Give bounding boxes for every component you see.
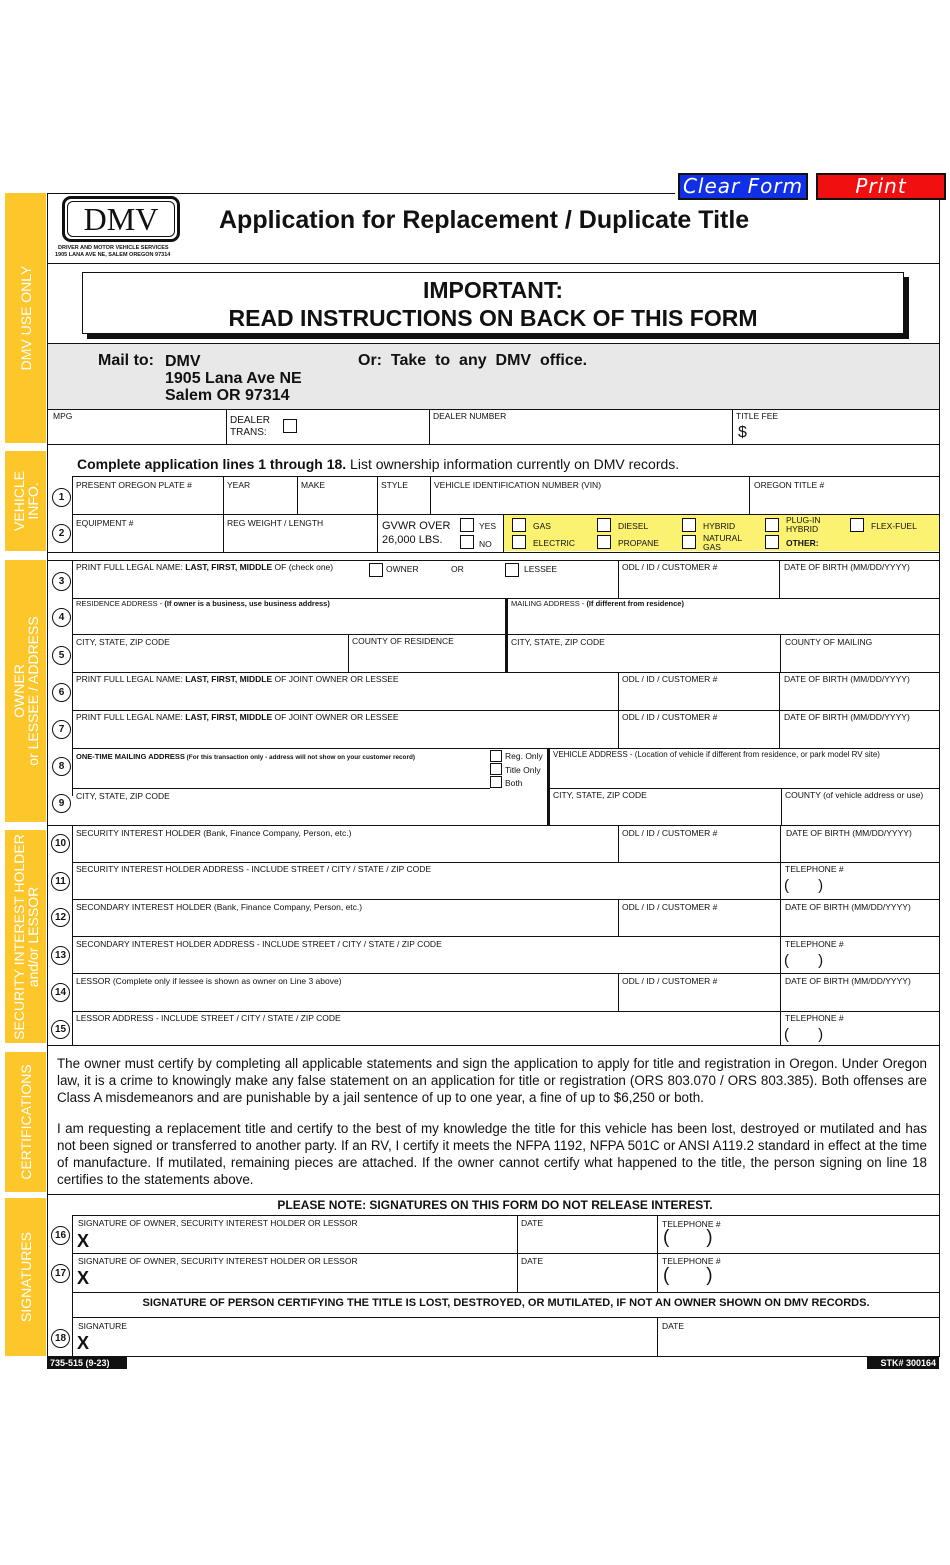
print-button[interactable]: Print: [816, 173, 946, 200]
dmv-logo: DMV: [62, 196, 180, 242]
clear-form-button[interactable]: Clear Form: [678, 173, 808, 200]
telephone-label-line16: TELEPHONE #: [662, 1219, 721, 1229]
telephone-label-line11: TELEPHONE #: [785, 864, 844, 874]
diesel-checkbox[interactable]: [597, 518, 611, 532]
telephone-parens-line15: ( ): [784, 1026, 824, 1043]
dob-label-line12: DATE OF BIRTH (MM/DD/YYYY): [785, 902, 911, 912]
certification-statement-2: I am requesting a replacement title and certify to the best of my knowledge the title for this vehicle has been lost, destroyed or mutilated and has not been signed or transferred to another party. If an RV, I certify it meets the NFPA 1192, NFPA 501C or ANSI A119.2 standard in effect at the time of manufacture. If mutilated, remaining pieces are attached. If the owner cannot certify what happened to the title, the person signing on line 18 certifies to the statements above.: [57, 1121, 927, 1187]
important-box: IMPORTANT: READ INSTRUCTIONS ON BACK OF THIS FORM: [82, 272, 904, 334]
or-label: OR: [451, 564, 464, 574]
csz-label-line5: CITY, STATE, ZIP CODE: [76, 637, 170, 647]
title-fee-label: TITLE FEE: [736, 411, 779, 421]
equipment-label: EQUIPMENT #: [76, 518, 134, 528]
dealer-trans-label: DEALER TRANS:: [230, 415, 271, 438]
both-label: Both: [505, 778, 523, 788]
gvwr-label: GVWR OVER 26,000 LBS.: [382, 520, 451, 546]
gvwr-no-checkbox[interactable]: [460, 535, 474, 549]
propane-label: PROPANE: [618, 538, 659, 548]
hybrid-checkbox[interactable]: [682, 518, 696, 532]
signature-note: PLEASE NOTE: SIGNATURES ON THIS FORM DO NOT RELEASE INTEREST.: [277, 1198, 713, 1212]
line-number-13: 13: [51, 946, 70, 965]
signature-label-line16: SIGNATURE OF OWNER, SECURITY INTEREST HOLDER OR LESSOR: [78, 1218, 358, 1228]
mail-address: DMV 1905 Lana Ave NE Salem OR 97314: [165, 353, 302, 404]
name-label-line7: PRINT FULL LEGAL NAME: LAST, FIRST, MIDDLE OF JOINT OWNER OR LESSEE: [76, 712, 399, 722]
reg-only-checkbox[interactable]: [490, 750, 502, 762]
county-residence-label: COUNTY OF RESIDENCE: [352, 636, 454, 646]
hybrid-label: HYBRID: [703, 521, 736, 531]
logo-address: 1905 LANA AVE NE, SALEM OREGON 97314: [55, 252, 171, 258]
certifier-signature-note: SIGNATURE OF PERSON CERTIFYING THE TITLE IS LOST, DESTROYED, OR MUTILATED, IF NOT AN OWNER SHOWN ON DMV RECORDS.: [142, 1297, 870, 1309]
signature-label-line18: SIGNATURE: [78, 1321, 127, 1331]
line-number-12: 12: [51, 908, 70, 927]
line-number-14: 14: [51, 983, 70, 1002]
dealer-number-label: DEALER NUMBER: [433, 411, 507, 421]
make-label: MAKE: [301, 480, 326, 490]
county-vehicle-label: COUNTY (of vehicle address or use): [785, 790, 924, 800]
plugin-hybrid-checkbox[interactable]: [765, 518, 779, 532]
dob-label-line14: DATE OF BIRTH (MM/DD/YYYY): [785, 976, 911, 986]
tab-certifications: CERTIFICATIONS: [5, 1052, 46, 1192]
line-number-4: 4: [52, 608, 71, 627]
line-number-2: 2: [52, 524, 71, 543]
plugin-hybrid-label: PLUG-IN HYBRID: [786, 515, 821, 534]
mpg-label: MPG: [53, 411, 73, 421]
odl-label-line14: ODL / ID / CUSTOMER #: [622, 976, 718, 986]
csz-label-line5-mailing: CITY, STATE, ZIP CODE: [511, 637, 605, 647]
tab-vehicle-info: VEHICLE INFO.: [5, 451, 46, 551]
take-to-dmv-text: Or: Take to any DMV office.: [358, 352, 588, 369]
propane-checkbox[interactable]: [597, 535, 611, 549]
year-label: YEAR: [227, 480, 251, 490]
electric-checkbox[interactable]: [512, 535, 526, 549]
odl-label-line3: ODL / ID / CUSTOMER #: [622, 562, 718, 572]
line-number-8: 8: [52, 757, 71, 776]
date-label-line17: DATE: [521, 1256, 544, 1266]
gvwr-no-label: NO: [479, 539, 492, 549]
reg-only-label: Reg. Only: [505, 751, 543, 761]
owner-label: OWNER: [386, 564, 419, 574]
line-number-17: 17: [51, 1264, 70, 1283]
line-number-3: 3: [52, 572, 71, 591]
form-number: 735-515 (9-23): [47, 1357, 127, 1369]
telephone-label-line13: TELEPHONE #: [785, 939, 844, 949]
lessor-address-label: LESSOR ADDRESS - INCLUDE STREET / CITY / STATE / ZIP CODE: [76, 1013, 341, 1023]
title-only-checkbox[interactable]: [490, 763, 502, 775]
gas-label: GAS: [533, 521, 551, 531]
csz-label-line9-vehicle: CITY, STATE, ZIP CODE: [553, 790, 647, 800]
county-mailing-label: COUNTY OF MAILING: [785, 637, 873, 647]
line-number-10: 10: [51, 834, 70, 853]
line-number-7: 7: [52, 720, 71, 739]
dob-label-line6: DATE OF BIRTH (MM/DD/YYYY): [784, 674, 910, 684]
oregon-title-label: OREGON TITLE #: [754, 480, 825, 490]
date-label-line18: DATE: [662, 1321, 685, 1331]
csz-label-line9: CITY, STATE, ZIP CODE: [76, 791, 170, 801]
certification-statement-1: The owner must certify by completing all applicable statements and sign the application to apply for title and registration in Oregon. Under Oregon law, it is a crime to knowingly make any false statement on an application for title or registration (ORS 803.070 / ORS 803.385). Both offenses are Class A misdemeanors and are punishable by a jail sentence of up to one year, a fine of up to $6,250 or both.: [57, 1056, 927, 1105]
secondary-ih-label: SECONDARY INTEREST HOLDER (Bank, Finance Company, Person, etc.): [76, 902, 363, 912]
natural-gas-label: NATURAL GAS: [703, 533, 743, 552]
other-checkbox[interactable]: [765, 535, 779, 549]
line-number-5: 5: [52, 646, 71, 665]
owner-checkbox[interactable]: [369, 563, 383, 577]
sih-label: SECURITY INTEREST HOLDER (Bank, Finance Company, Person, etc.): [76, 828, 352, 838]
telephone-label-line17: TELEPHONE #: [662, 1256, 721, 1266]
lessee-label: LESSEE: [524, 564, 558, 574]
signature-x-line16: X: [77, 1231, 90, 1251]
telephone-parens-line17: ( ): [663, 1265, 713, 1286]
mail-to-label: Mail to:: [98, 352, 154, 369]
line-number-1: 1: [52, 488, 71, 507]
electric-label: ELECTRIC: [533, 538, 576, 548]
secondary-ih-address-label: SECONDARY INTEREST HOLDER ADDRESS - INCLUDE STREET / CITY / STATE / ZIP CODE: [76, 939, 442, 949]
telephone-parens-line13: ( ): [784, 952, 824, 969]
instructions-line: Complete application lines 1 through 18. List ownership information currently on DMV records.: [77, 456, 680, 472]
line-number-9: 9: [52, 794, 71, 813]
signature-x-line17: X: [77, 1268, 90, 1288]
line-number-16: 16: [51, 1226, 70, 1245]
tab-signatures: SIGNATURES: [5, 1198, 46, 1356]
stock-number: STK# 300164: [867, 1357, 939, 1369]
line-number-6: 6: [52, 683, 71, 702]
dealer-trans-checkbox[interactable]: [283, 419, 297, 433]
telephone-label-line15: TELEPHONE #: [785, 1013, 844, 1023]
flex-fuel-label: FLEX-FUEL: [871, 521, 917, 531]
line-number-15: 15: [51, 1020, 70, 1039]
line-number-18: 18: [51, 1329, 70, 1348]
odl-label-line6: ODL / ID / CUSTOMER #: [622, 674, 718, 684]
gvwr-yes-label: YES: [479, 521, 497, 531]
mailing-address-label: MAILING ADDRESS - (If different from residence): [511, 599, 684, 608]
signature-x-line18: X: [77, 1333, 90, 1353]
dob-label-line7: DATE OF BIRTH (MM/DD/YYYY): [784, 712, 910, 722]
lessee-checkbox[interactable]: [505, 563, 519, 577]
tab-owner-lessee: OWNER or LESSEE / ADDRESS: [5, 560, 46, 822]
page-title: Application for Replacement / Duplicate Title: [219, 206, 750, 234]
odl-label-line10: ODL / ID / CUSTOMER #: [622, 828, 718, 838]
gas-checkbox[interactable]: [512, 518, 526, 532]
telephone-parens-line11: ( ): [784, 877, 824, 894]
reg-weight-label: REG WEIGHT / LENGTH: [227, 518, 324, 528]
title-fee-dollar: $: [738, 424, 747, 441]
name-label-line3: PRINT FULL LEGAL NAME: LAST, FIRST, MIDDLE OF (check one): [76, 562, 334, 572]
logo-subtitle: DRIVER AND MOTOR VEHICLE SERVICES: [58, 245, 169, 251]
odl-label-line7: ODL / ID / CUSTOMER #: [622, 712, 718, 722]
dob-label-line3: DATE OF BIRTH (MM/DD/YYYY): [784, 562, 910, 572]
title-only-label: Title Only: [505, 765, 541, 775]
flex-fuel-checkbox[interactable]: [850, 518, 864, 532]
sih-address-label: SECURITY INTEREST HOLDER ADDRESS - INCLUDE STREET / CITY / STATE / ZIP CODE: [76, 864, 432, 874]
plate-label: PRESENT OREGON PLATE #: [76, 480, 192, 490]
residence-address-label: RESIDENCE ADDRESS - (If owner is a business, use business address): [76, 599, 330, 608]
date-label-line16: DATE: [521, 1218, 544, 1228]
gvwr-yes-checkbox[interactable]: [460, 518, 474, 532]
line-number-11: 11: [51, 872, 70, 891]
telephone-parens-line16: ( ): [663, 1227, 713, 1248]
vin-label: VEHICLE IDENTIFICATION NUMBER (VIN): [434, 480, 602, 490]
style-label: STYLE: [381, 480, 408, 490]
diesel-label: DIESEL: [618, 521, 649, 531]
signature-label-line17: SIGNATURE OF OWNER, SECURITY INTEREST HOLDER OR LESSOR: [78, 1256, 358, 1266]
vehicle-address-label: VEHICLE ADDRESS - (Location of vehicle if different from residence, or park model RV site): [553, 750, 880, 759]
lessor-label: LESSOR (Complete only if lessee is shown as owner on Line 3 above): [76, 976, 342, 986]
one-time-mailing-label: ONE-TIME MAILING ADDRESS (For this transaction only - address will not show on your customer record): [76, 752, 415, 761]
dob-label-line10: DATE OF BIRTH (MM/DD/YYYY): [786, 828, 912, 838]
both-checkbox[interactable]: [490, 776, 502, 788]
tab-security-interest: SECURITY INTEREST HOLDER and/or LESSOR: [5, 830, 46, 1043]
natural-gas-checkbox[interactable]: [682, 535, 696, 549]
odl-label-line12: ODL / ID / CUSTOMER #: [622, 902, 718, 912]
name-label-line6: PRINT FULL LEGAL NAME: LAST, FIRST, MIDDLE OF JOINT OWNER OR LESSEE: [76, 674, 399, 684]
other-label: OTHER:: [786, 538, 819, 548]
tab-dmv-use-only: DMV USE ONLY: [5, 193, 46, 443]
